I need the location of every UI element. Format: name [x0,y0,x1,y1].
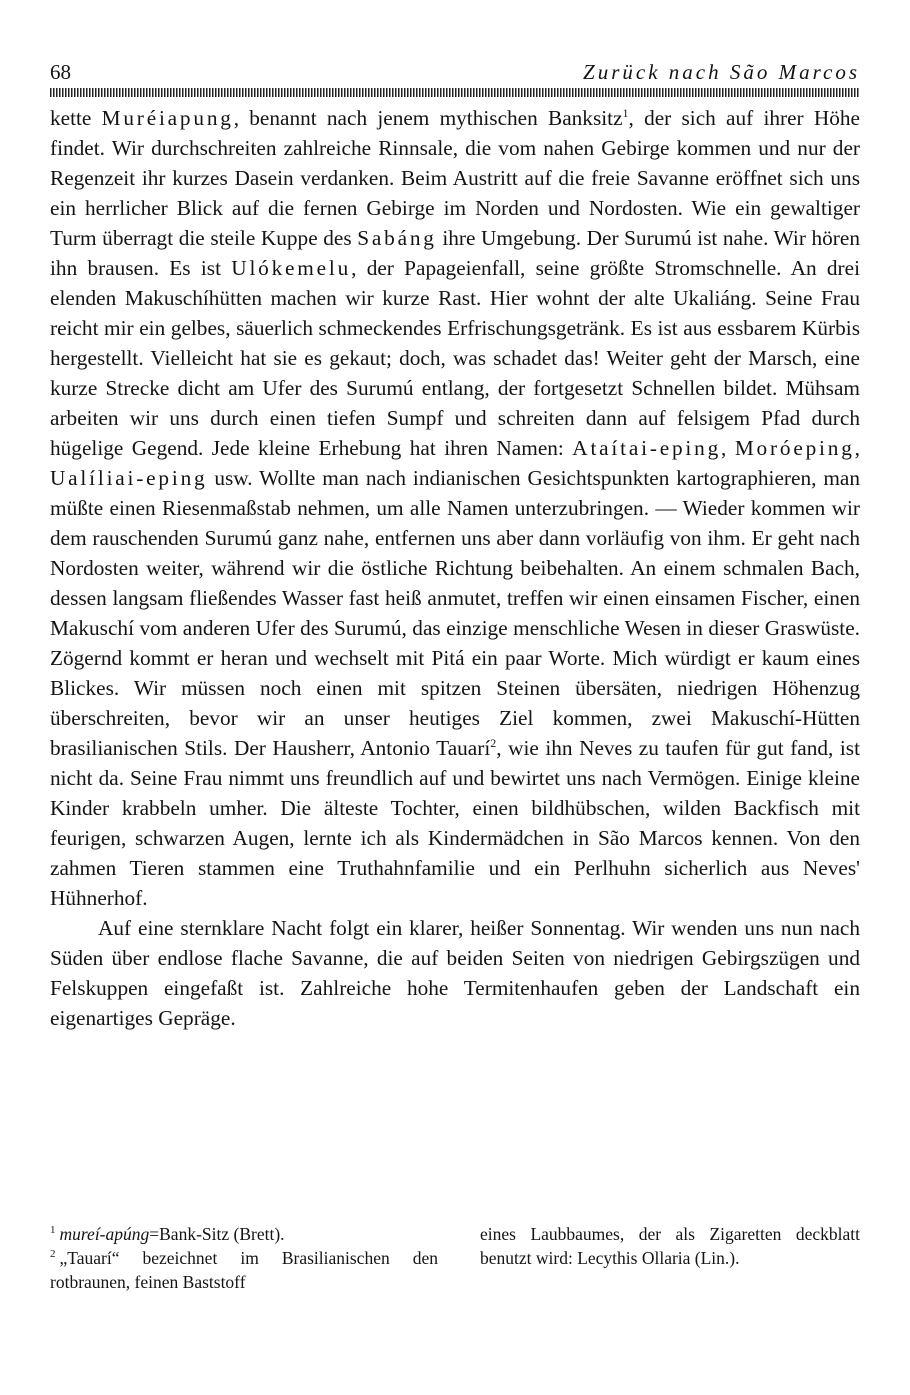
text-run: kette [50,106,102,130]
spaced-place-name: Ulókemelu [231,256,352,280]
body-text [50,103,860,1033]
text-run: usw. Wollte man nach indianischen Gesichtspunkten kartographieren, man müßte einen Riesenmaßstab nehmen, um alle Namen unterzubringen. — Wieder kommen wir dem rauschenden Surumú ganz nahe, entfernen uns aber dann vorläufig von ihm. Er geht nach Nordosten weiter, während wir die östliche Richtung beibehalten. An einem schmalen Bach, dessen langsam fließendes Wasser fast heiß anmutet, treffen wir einen einsamen Fischer, einen Makuschí vom anderen Ufer des Surumú, das einzige menschliche Wesen in dieser Graswüste. Zögernd kommt er heran und wechselt mit Pitá ein paar Worte. Mich würdigt er kaum eines Blickes. Wir müssen noch einen mit spitzen Steinen übersäten, niedrigen Höhenzug überschreiten, bevor wir an unser heutiges Ziel kommen, zwei Makuschí-Hütten brasilianischen Stils. Der Hausherr, Antonio Tauarí [50,466,860,760]
header-rule [50,88,860,97]
footnote-term: mureí-apúng [59,1224,150,1244]
footnote-number: 1 [50,1224,56,1237]
spaced-place-name: Ualíliai-eping [50,466,208,490]
footnote-number: 2 [50,1248,56,1261]
spaced-place-name: Muréiapung [101,106,234,130]
spaced-place-name: Ataítai-eping [572,436,722,460]
text-run: , der Papageienfall, seine größte Stromschnelle. An drei elenden Makuschíhütten machen wir kurze Rast. Hier wohnt der alte Ukaliáng. Seine Frau reicht mir ein gelbes, säuerlich schmeckendes Erfrischungsgetränk. Es ist aus essbarem Kürbis hergestellt. Vielleicht hat sie es gekaut; doch, was schadet das! Weiter geht der Marsch, eine kurze Strecke dicht am Ufer des Surumú entlang, der fortgesetzt Schnellen bildet. Mühsam arbeiten wir uns durch einen tiefen Sumpf und schreiten dann auf felsigem Pfad durch hügelige Gegend. Jede kleine Erhebung hat ihren Namen: [50,256,861,460]
text-run: ihre Umgebung. Der Surumú ist nahe. Wir hören ihn brausen. Es ist [50,226,860,280]
footnote-2 [50,1246,438,1294]
footnote-column-left [50,1222,438,1294]
text-run: , [721,436,735,460]
spaced-place-name: Sabáng [357,226,437,250]
text-run: , [854,436,860,460]
paragraph-2: Auf eine sternklare Nacht folgt ein klarer, heißer Sonnentag. Wir wenden uns nun nach Süden über endlose flache Savanne, die auf beiden Seiten von niedrigen Gebirgszügen und Felskuppen eingefaßt ist. Zahlreiche hohe Termitenhaufen geben der Landschaft ein eigenartiges Gepräge. [50,916,860,1030]
footnote-text: =Bank-Sitz (Brett). [149,1224,285,1244]
footnote-2-continued: eines Laubbaumes, der als Zigaretten deckblatt benutzt wird: Lecythis Ollaria (Lin.). [480,1224,860,1268]
footnote-ref-1[interactable]: 1 [622,105,629,120]
text-run: , benannt nach jenem mythischen Banksitz [233,106,623,130]
spaced-place-name: Moróeping [734,436,855,460]
text-run: , wie ihn Neves zu taufen für gut fand, ist nicht da. Seine Frau nimmt uns freundlich auf und bewirtet uns nach Vermögen. Einige kleine Kinder krabbeln umher. Die älteste Tochter, einen bildhübschen, wilden Backfisch mit feurigen, schwarzen Augen, lernte ich als Kindermädchen in São Marcos kennen. Von den zahmen Tieren stammen eine Truthahnfamilie und ein Perlhuhn sicherlich aus Neves' Hühnerhof. [50,736,860,910]
page-number: 68 [50,60,71,84]
running-title: Zurück nach São Marcos [583,60,860,84]
footnote-1 [50,1222,438,1246]
footnote-ref-2[interactable]: 2 [490,735,497,750]
footnote-column-right [480,1222,860,1270]
paragraph-1 [50,103,860,913]
footnote-text: „Tauarí“ bezeichnet im Brasilianischen den rotbraunen, feinen Baststoff [50,1248,438,1292]
text-run: , der sich auf ihrer Höhe findet. Wir durchschreiten zahlreiche Rinnsale, die vom nahen Gebirge kommen und nur der Regenzeit ihr kurzes Dasein verdanken. Beim Austritt auf die freie Savanne eröffnet sich uns ein herrlicher Blick auf die fernen Gebirge im Norden und Nordosten. Wie ein gewaltiger Turm überragt die steile Kuppe des [50,106,860,250]
page-header [50,58,860,88]
